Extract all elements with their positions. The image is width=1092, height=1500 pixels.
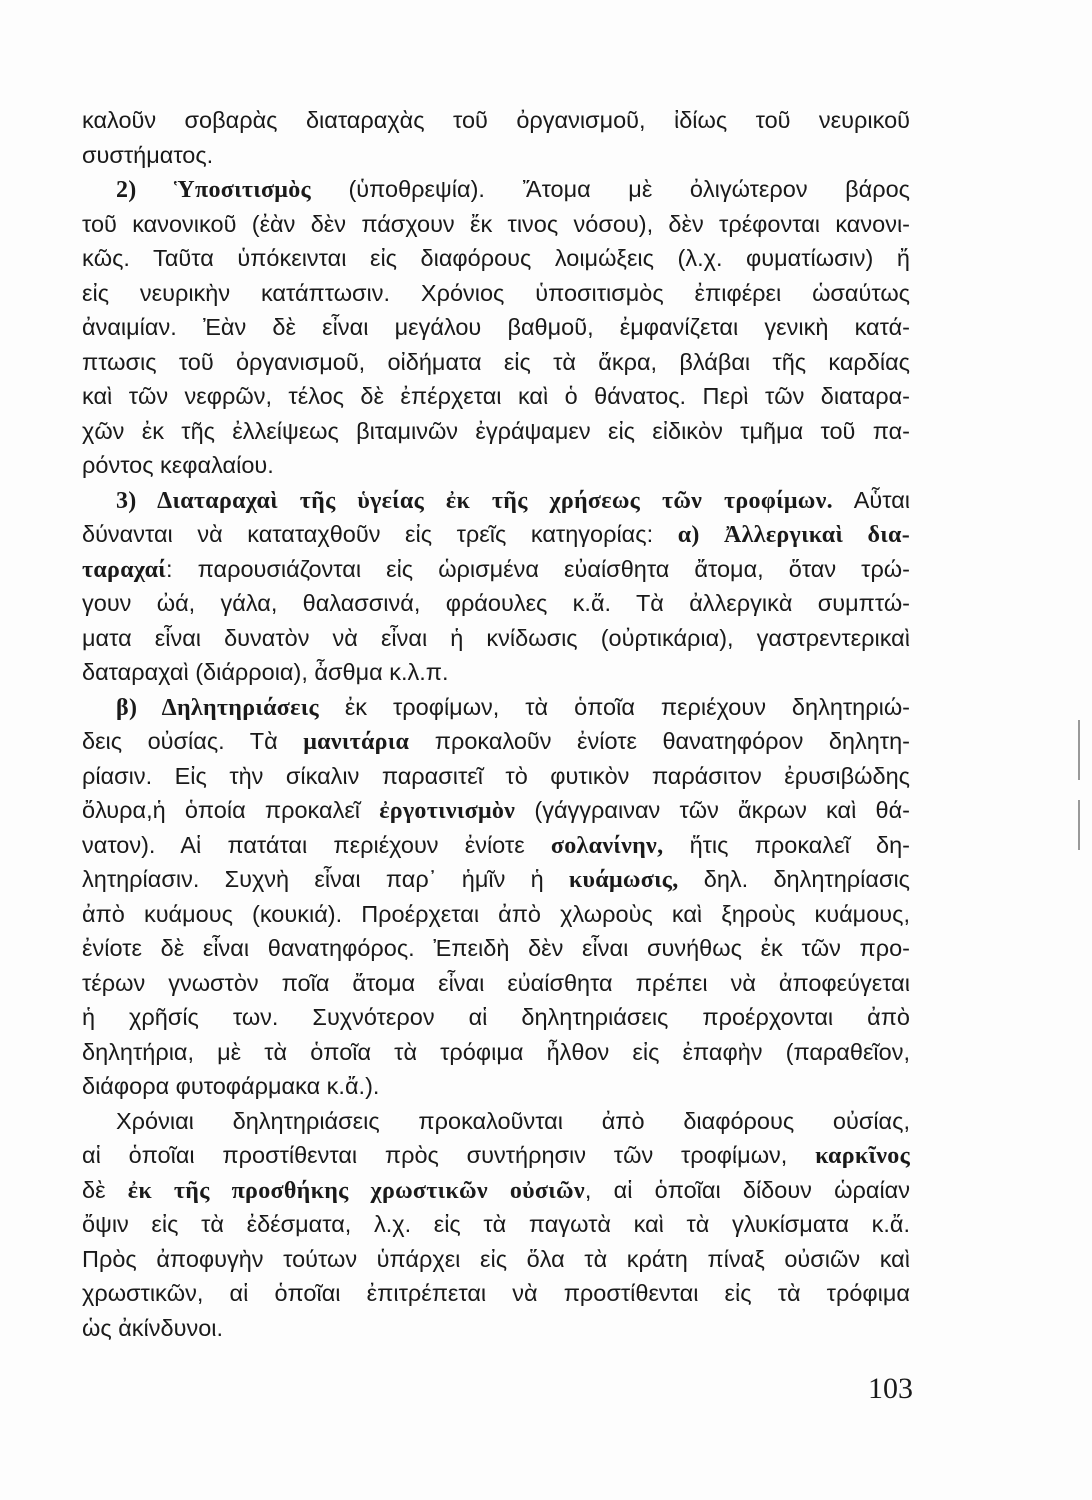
bold-term: 2) Ὑποσιτισμὸς [116,177,311,203]
text-segment: χρωστικῶν, αἱ ὁποῖαι ἐπιτρέπεται νὰ προστίθενται εἰς τὰ τρόφιμα [82,1280,910,1306]
text-line [82,1000,910,1034]
text-segment: , αἱ ὁποῖαι δίδουν ὡραίαν [584,1176,910,1203]
text-line [82,931,910,965]
text-segment: αἱ ὁποῖαι προστίθενται πρὸς συντήρησιν τῶν τροφίμων, [82,1142,816,1168]
text-segment: ὄλυρα,ἡ ὁποία προκαλεῖ [82,797,380,823]
bold-term: ἐκ τῆς προσθήκης χρωστικῶν οὐσιῶν [127,1177,585,1204]
text-segment: δὲ [82,1176,128,1203]
text-line [82,138,910,172]
text-line [82,828,910,862]
text-segment: ρίασιν. Εἰς τὴν σίκαλιν παρασιτεῖ τὸ φυτικὸν παράσιτον ἐρυσιβώδης [82,762,910,789]
text-segment: τοῦ κανονικοῦ (ἐὰν δὲν πάσχουν ἔκ τινος νόσου), δὲν τρέφονται κανονι- [82,210,910,237]
text-segment: (γάγγραιναν τῶν ἄκρων καὶ θά- [515,797,910,823]
text-line [82,1276,910,1310]
text-segment: δηλητήρια, μὲ τὰ ὁποῖα τὰ τρόφιμα ἦλθον εἰς ἐπαφὴν (παραθεῖον, [82,1038,910,1065]
text-segment: κῶς. Ταῦτα ὑπόκεινται εἰς διαφόρους λοιμώξεις (λ.χ. φυματίωσιν) ἤ [82,245,910,271]
text-line [82,1069,910,1103]
text-line [82,621,910,655]
bold-term: β) Δηλητηριάσεις [116,694,319,721]
text-segment: νατον). Αἱ πατάται περιέχουν ἐνίοτε [82,831,551,858]
text-line [82,1242,910,1276]
text-segment: ὡς ἀκίνδυνοι. [82,1314,224,1341]
text-line [82,172,910,206]
text-segment: διάφορα φυτοφάρμακα κ.ἄ.). [82,1073,380,1099]
text-line [82,1104,910,1138]
text-line [82,1311,910,1345]
text-segment: πτωσις τοῦ ὀργανισμοῦ, οἰδήματα εἰς τὰ ἄκρα, βλάβαι τῆς καρδίας [82,348,910,375]
text-line [82,793,910,827]
text-segment: ὄψιν εἰς τὰ ἐδέσματα, λ.χ. εἰς τὰ παγωτὰ καὶ τὰ γλυκίσματα κ.ἄ. [82,1211,910,1237]
text-line [82,207,910,241]
bold-term: καρκῖνος [815,1143,910,1169]
bold-term: μανιτάρια [303,729,410,755]
text-line [82,276,910,310]
text-segment: ἀναιμίαν. Ἐὰν δὲ εἶναι μεγάλου βαθμοῦ, ἐμφανίζεται γενικὴ κατά- [82,314,910,340]
text-segment: Χρόνιαι δηλητηριάσεις προκαλοῦνται ἀπὸ διαφόρους οὐσίας, [116,1107,910,1134]
text-line [82,655,910,689]
text-segment: δηλ. δηλητηρίασις [678,866,911,892]
margin-mark [1078,800,1080,850]
bold-term: κυάμωσις, [568,867,679,893]
text-line [82,379,910,413]
margin-mark [1078,720,1080,780]
text-line [82,103,910,137]
text-line [82,586,910,620]
text-line [82,1138,910,1172]
bold-term: ἐργοτινισμὸν [379,798,516,824]
bold-term: σολανίνην, [550,832,664,859]
text-line [82,345,910,379]
text-line [82,1035,910,1069]
bold-term: ταραχαί [82,556,167,583]
text-line [82,1207,910,1241]
text-segment: ματα εἶναι δυνατὸν νὰ εἶναι ἡ κνίδωσις (οὐρτικάρια), γαστρεντερικαὶ [82,624,910,651]
text-segment: δύνανται νὰ καταταχθοῦν εἰς τρεῖς κατηγορίας: [82,521,678,547]
text-line [82,724,910,758]
text-line [82,690,910,724]
text-segment: : παρουσιάζονται εἰς ὡρισμένα εὐαίσθητα ἄτομα, ὅταν τρώ- [166,555,910,582]
page-number: 103 [868,1372,913,1405]
text-segment: (ὑποθρεψία). Ἄτομα μὲ ὀλιγώτερον βάρος [310,176,911,202]
text-line [82,448,910,482]
text-segment: ἥτις προκαλεῖ δη- [663,831,910,858]
text-line [82,552,910,586]
text-line [82,517,910,551]
text-segment: ρόντος κεφαλαίου. [82,452,274,478]
text-line [82,310,910,344]
text-segment: Πρὸς ἀποφυγὴν τούτων ὑπάρχει εἰς ὅλα τὰ κράτη πίναξ οὐσιῶν καὶ [82,1245,910,1272]
text-segment: ἐνίοτε δὲ εἶναι θανατηφόρος. Ἐπειδὴ δὲν εἶναι συνήθως ἐκ τῶν προ- [82,935,910,961]
text-line [82,414,910,448]
text-segment: δαταραχαὶ (διάρροια), ἆσθμα κ.λ.π. [82,659,449,685]
text-segment: εἰς νευρικὴν κατάπτωσιν. Χρόνιος ὑποσιτισμὸς ἐπιφέρει ὡσαύτως [82,279,910,306]
text-segment: καλοῦν σοβαρὰς διαταραχὰς τοῦ ὀργανισμοῦ, ἰδίως τοῦ νευρικοῦ [82,107,910,133]
text-segment: ἀπὸ κυάμους (κουκιά). Προέρχεται ἀπὸ χλωροὺς καὶ ξηροὺς κυάμους, [82,900,910,927]
text-segment: ἐκ τροφίμων, τὰ ὁποῖα περιέχουν δηλητηριώ- [318,693,910,720]
bold-term: α) Ἀλλεργικαὶ δια- [677,522,911,548]
text-segment: δεις οὐσίας. Τὰ [82,728,304,754]
text-line [82,241,910,275]
text-line [82,483,910,517]
bold-term: 3) Διαταραχαὶ τῆς ὑγείας ἐκ τῆς χρήσεως τῶν τροφίμων. [116,487,833,514]
text-segment: ἡ χρῆσίς των. Συχνότερον αἱ δηλητηριάσεις προέρχονται ἀπὸ [82,1004,910,1030]
text-segment: γουν ὠά, γάλα, θαλασσινά, φράουλες κ.ἄ. Τὰ ἀλλεργικὰ συμπτώ- [82,590,910,616]
text-line [82,897,910,931]
text-segment: λητηρίασιν. Συχνὴ εἶναι παρ᾽ ἡμῖν ἡ [82,866,569,892]
text-segment: συστήματος. [82,141,214,168]
text-segment: Αὗται [832,486,911,513]
text-segment: χῶν ἐκ τῆς ἐλλείψεως βιταμινῶν ἐγράψαμεν εἰς εἰδικὸν τμῆμα τοῦ πα- [82,417,910,444]
text-segment: καὶ τῶν νεφρῶν, τέλος δὲ ἐπέρχεται καὶ ὁ θάνατος. Περὶ τῶν διαταρα- [82,383,910,409]
text-segment: προκαλοῦν ἐνίοτε θανατηφόρον δηλητη- [409,728,910,754]
text-segment: τέρων γνωστὸν ποῖα ἄτομα εἶναι εὐαίσθητα πρέπει νὰ ἀποφεύγεται [82,969,910,996]
text-line [82,966,910,1000]
text-line [82,862,910,896]
text-line [82,1173,910,1207]
text-line [82,759,910,793]
